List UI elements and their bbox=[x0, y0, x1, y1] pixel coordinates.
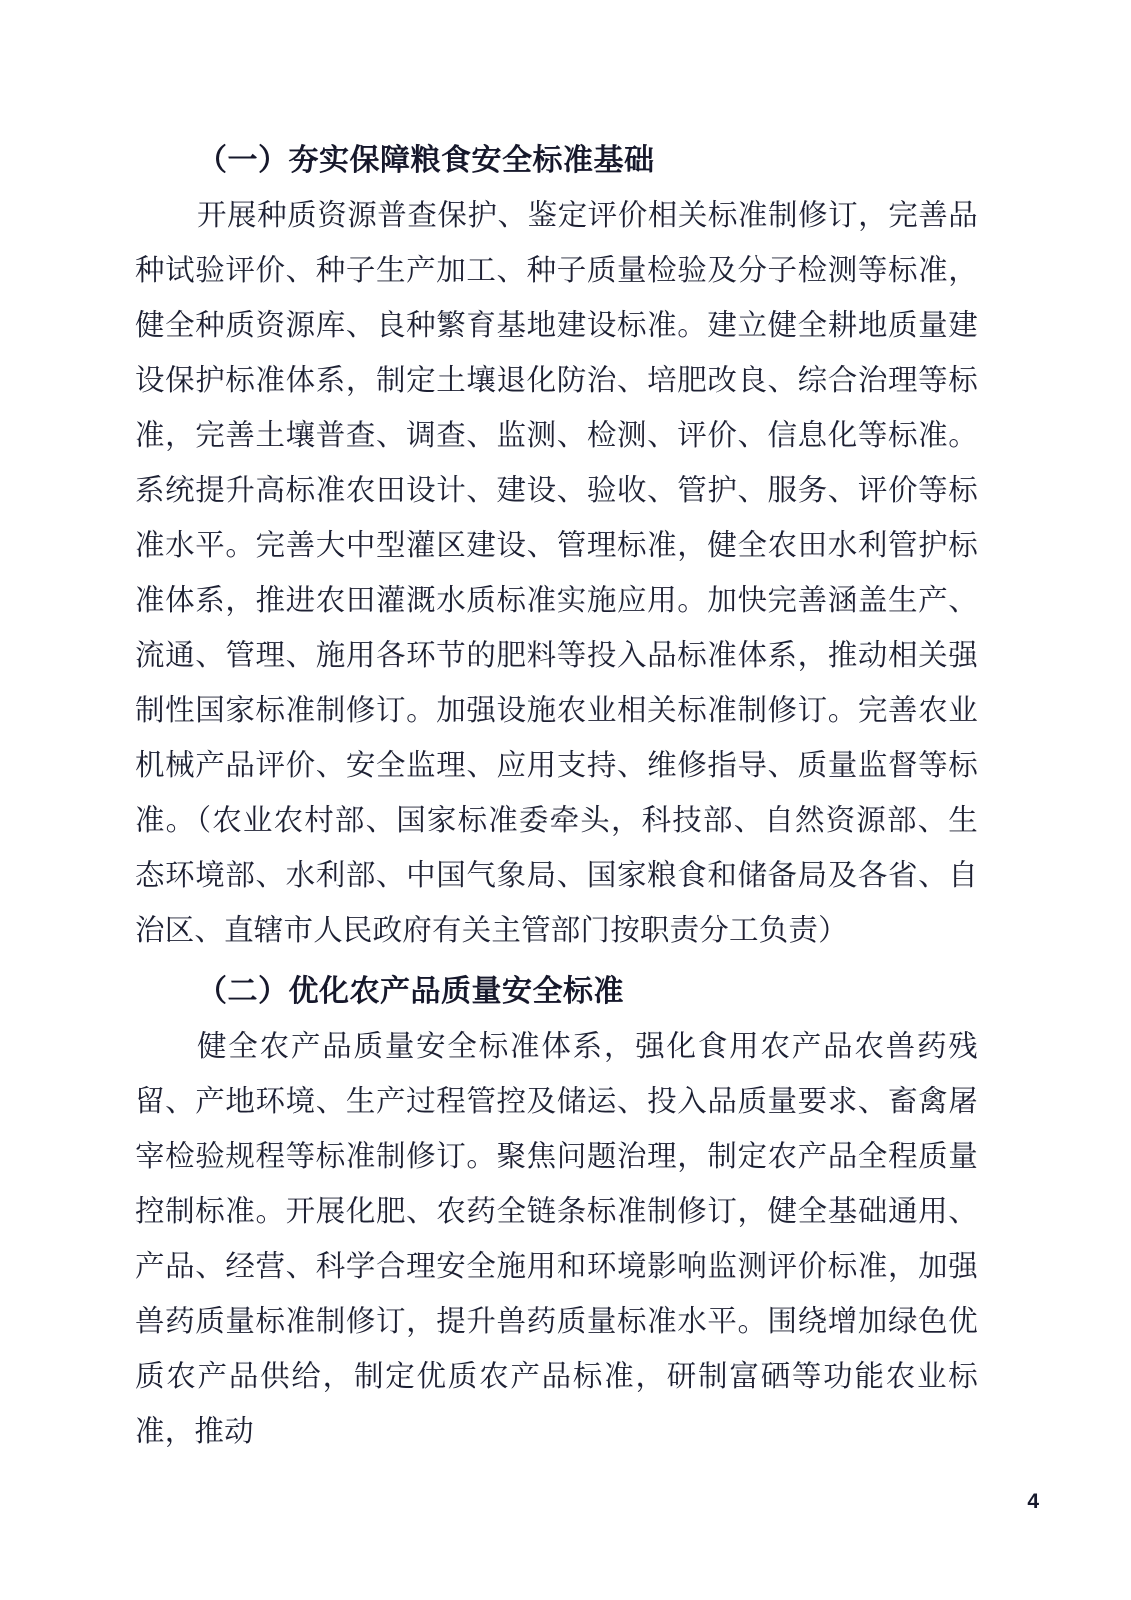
page-number: 4 bbox=[1027, 1490, 1039, 1513]
section-body-one: 开展种质资源普查保护、鉴定评价相关标准制修订，完善品种试验评价、种子生产加工、种子质量检验及分子检测等标准，健全种质资源库、良种繁育基地建设标准。建立健全耕地质量建设保护标准体系，制定土壤退化防治、培肥改良、综合治理等标准，完善土壤普查、调查、监测、检测、评价、信息化等标准。系统提升高标准农田设计、建设、验收、管护、服务、评价等标准水平。完善大中型灌区建设、管理标准，健全农田水利管护标准体系，推进农田灌溉水质标准实施应用。加快完善涵盖生产、流通、管理、施用各环节的肥料等投入品标准体系，推动相关强制性国家标准制修订。加强设施农业相关标准制修订。完善农业机械产品评价、安全监理、应用支持、维修指导、质量监督等标准。（农业农村部、国家标准委牵头，科技部、自然资源部、生态环境部、水利部、中国气象局、国家粮食和储备局及各省、自治区、直辖市人民政府有关主管部门按职责分工负责） bbox=[135, 198, 978, 947]
section-heading-one: （一）夯实保障粮食安全标准基础 bbox=[197, 143, 655, 178]
section-body-two: 健全农产品质量安全标准体系，强化食用农产品农兽药残留、产地环境、生产过程管控及储运、投入品质量要求、畜禽屠宰检验规程等标准制修订。聚焦问题治理，制定农产品全程质量控制标准。开展化肥、农药全链条标准制修订，健全基础通用、产品、经营、科学合理安全施用和环境影响监测评价标准，加强兽药质量标准制修订，提升兽药质量标准水平。围绕增加绿色优质农产品供给，制定优质农产品标准，研制富硒等功能农业标准，推动 bbox=[135, 1029, 978, 1448]
section-heading-two: （二）优化农产品质量安全标准 bbox=[197, 974, 624, 1009]
page-content bbox=[135, 133, 978, 1459]
